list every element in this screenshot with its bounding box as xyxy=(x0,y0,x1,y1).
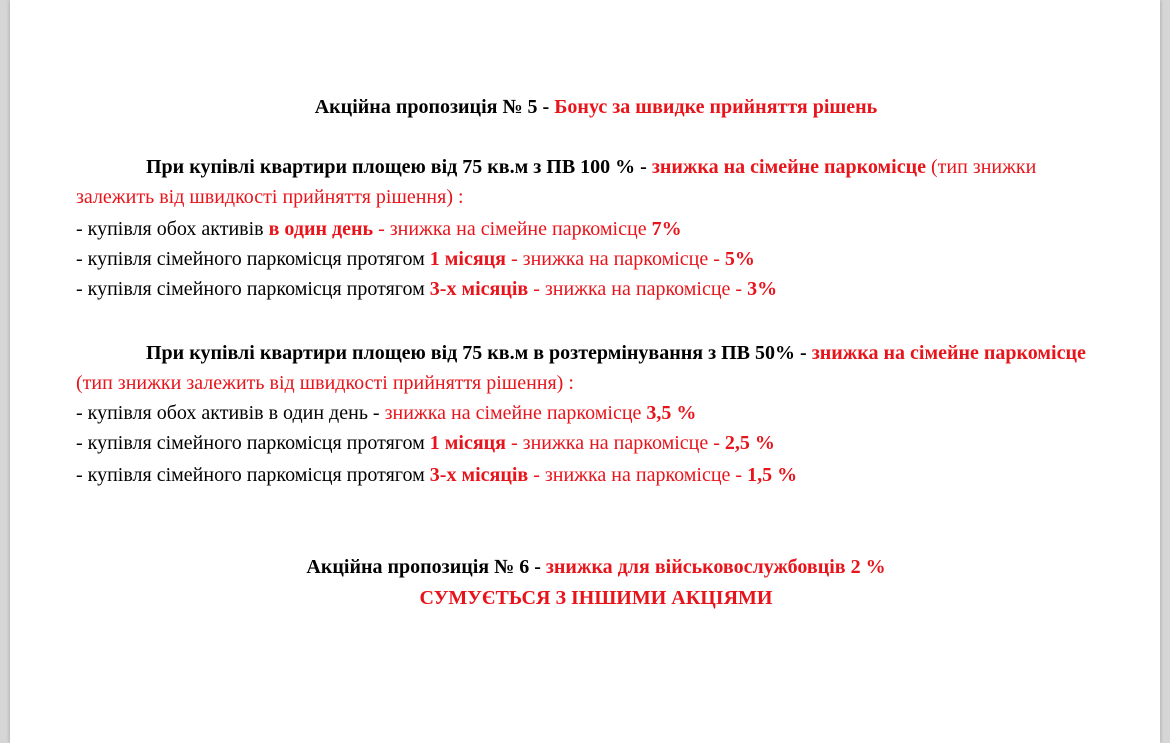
list-item-text: - купівля обох активів в один день - xyxy=(76,402,385,424)
list-item-term: 3-х місяців xyxy=(429,464,529,486)
list-item-term: 1 місяця xyxy=(429,432,507,454)
p1-lead-discount: знижка на сімейне паркомісце xyxy=(651,156,926,178)
document-page xyxy=(10,0,1160,743)
p2-lead-discount: знижка на сімейне паркомісце xyxy=(811,342,1086,364)
p1-list-item xyxy=(76,244,755,274)
list-item-text: - купівля обох активів xyxy=(76,218,269,240)
list-item-text: - купівля сімейного паркомісця протягом xyxy=(76,278,430,300)
list-item-discount-label: - знижка на паркомісце - xyxy=(528,464,748,486)
p2-list-item xyxy=(76,428,775,458)
p1-lead: При купівлі квартири площею від 75 кв.м з ПВ 100 % - xyxy=(146,156,652,178)
p2-list-item xyxy=(76,398,696,428)
list-item-discount-value: 2,5 % xyxy=(724,432,775,454)
offer-5-title xyxy=(76,92,1116,122)
offer-5-paragraph-1 xyxy=(76,152,1116,212)
list-item-text: - купівля сімейного паркомісця протягом xyxy=(76,248,430,270)
p1-lead-note: (тип знижки залежить від швидкості прийняття рішення) : xyxy=(76,156,1037,208)
offer-6-title xyxy=(76,552,1116,582)
list-item-discount-label: знижка на сімейне паркомісце xyxy=(384,402,647,424)
list-item-text: - купівля сімейного паркомісця протягом xyxy=(76,464,430,486)
list-item-discount-value: 3,5 % xyxy=(646,402,697,424)
list-item-term: 3-х місяців xyxy=(429,278,529,300)
p2-lead-note: (тип знижки залежить від швидкості прийняття рішення) : xyxy=(76,372,574,394)
list-item-discount-value: 3% xyxy=(747,278,778,300)
list-item-discount-label: - знижка на паркомісце - xyxy=(506,248,725,270)
p2-list-item xyxy=(76,460,797,490)
offer-5-title-prefix: Акційна пропозиція № 5 - xyxy=(314,96,555,118)
list-item-term: в один день xyxy=(268,218,374,240)
list-item-discount-value: 5% xyxy=(724,248,755,270)
list-item-discount-value: 1,5 % xyxy=(747,464,798,486)
offer-5-title-highlight: Бонус за швидке прийняття рішень xyxy=(554,96,878,118)
offer-6-title-highlight: знижка для військовослужбовців 2 % xyxy=(545,556,886,578)
list-item-discount-label: - знижка на паркомісце - xyxy=(506,432,725,454)
list-item-discount-label: - знижка на сімейне паркомісце xyxy=(373,218,652,240)
list-item-discount-value: 7% xyxy=(651,218,682,240)
p1-list-item xyxy=(76,274,777,304)
list-item-term: 1 місяця xyxy=(429,248,507,270)
list-item-discount-label: - знижка на паркомісце - xyxy=(528,278,748,300)
offer-5-paragraph-2 xyxy=(76,338,1116,398)
list-item-text: - купівля сімейного паркомісця протягом xyxy=(76,432,430,454)
offer-6-subtitle: СУМУЄТЬСЯ З ІНШИМИ АКЦІЯМИ xyxy=(419,587,773,609)
p2-lead: При купівлі квартири площею від 75 кв.м в розтермінування з ПВ 50% - xyxy=(146,342,812,364)
offer-6-title-prefix: Акційна пропозиція № 6 - xyxy=(306,556,546,578)
p1-list-item xyxy=(76,214,682,244)
